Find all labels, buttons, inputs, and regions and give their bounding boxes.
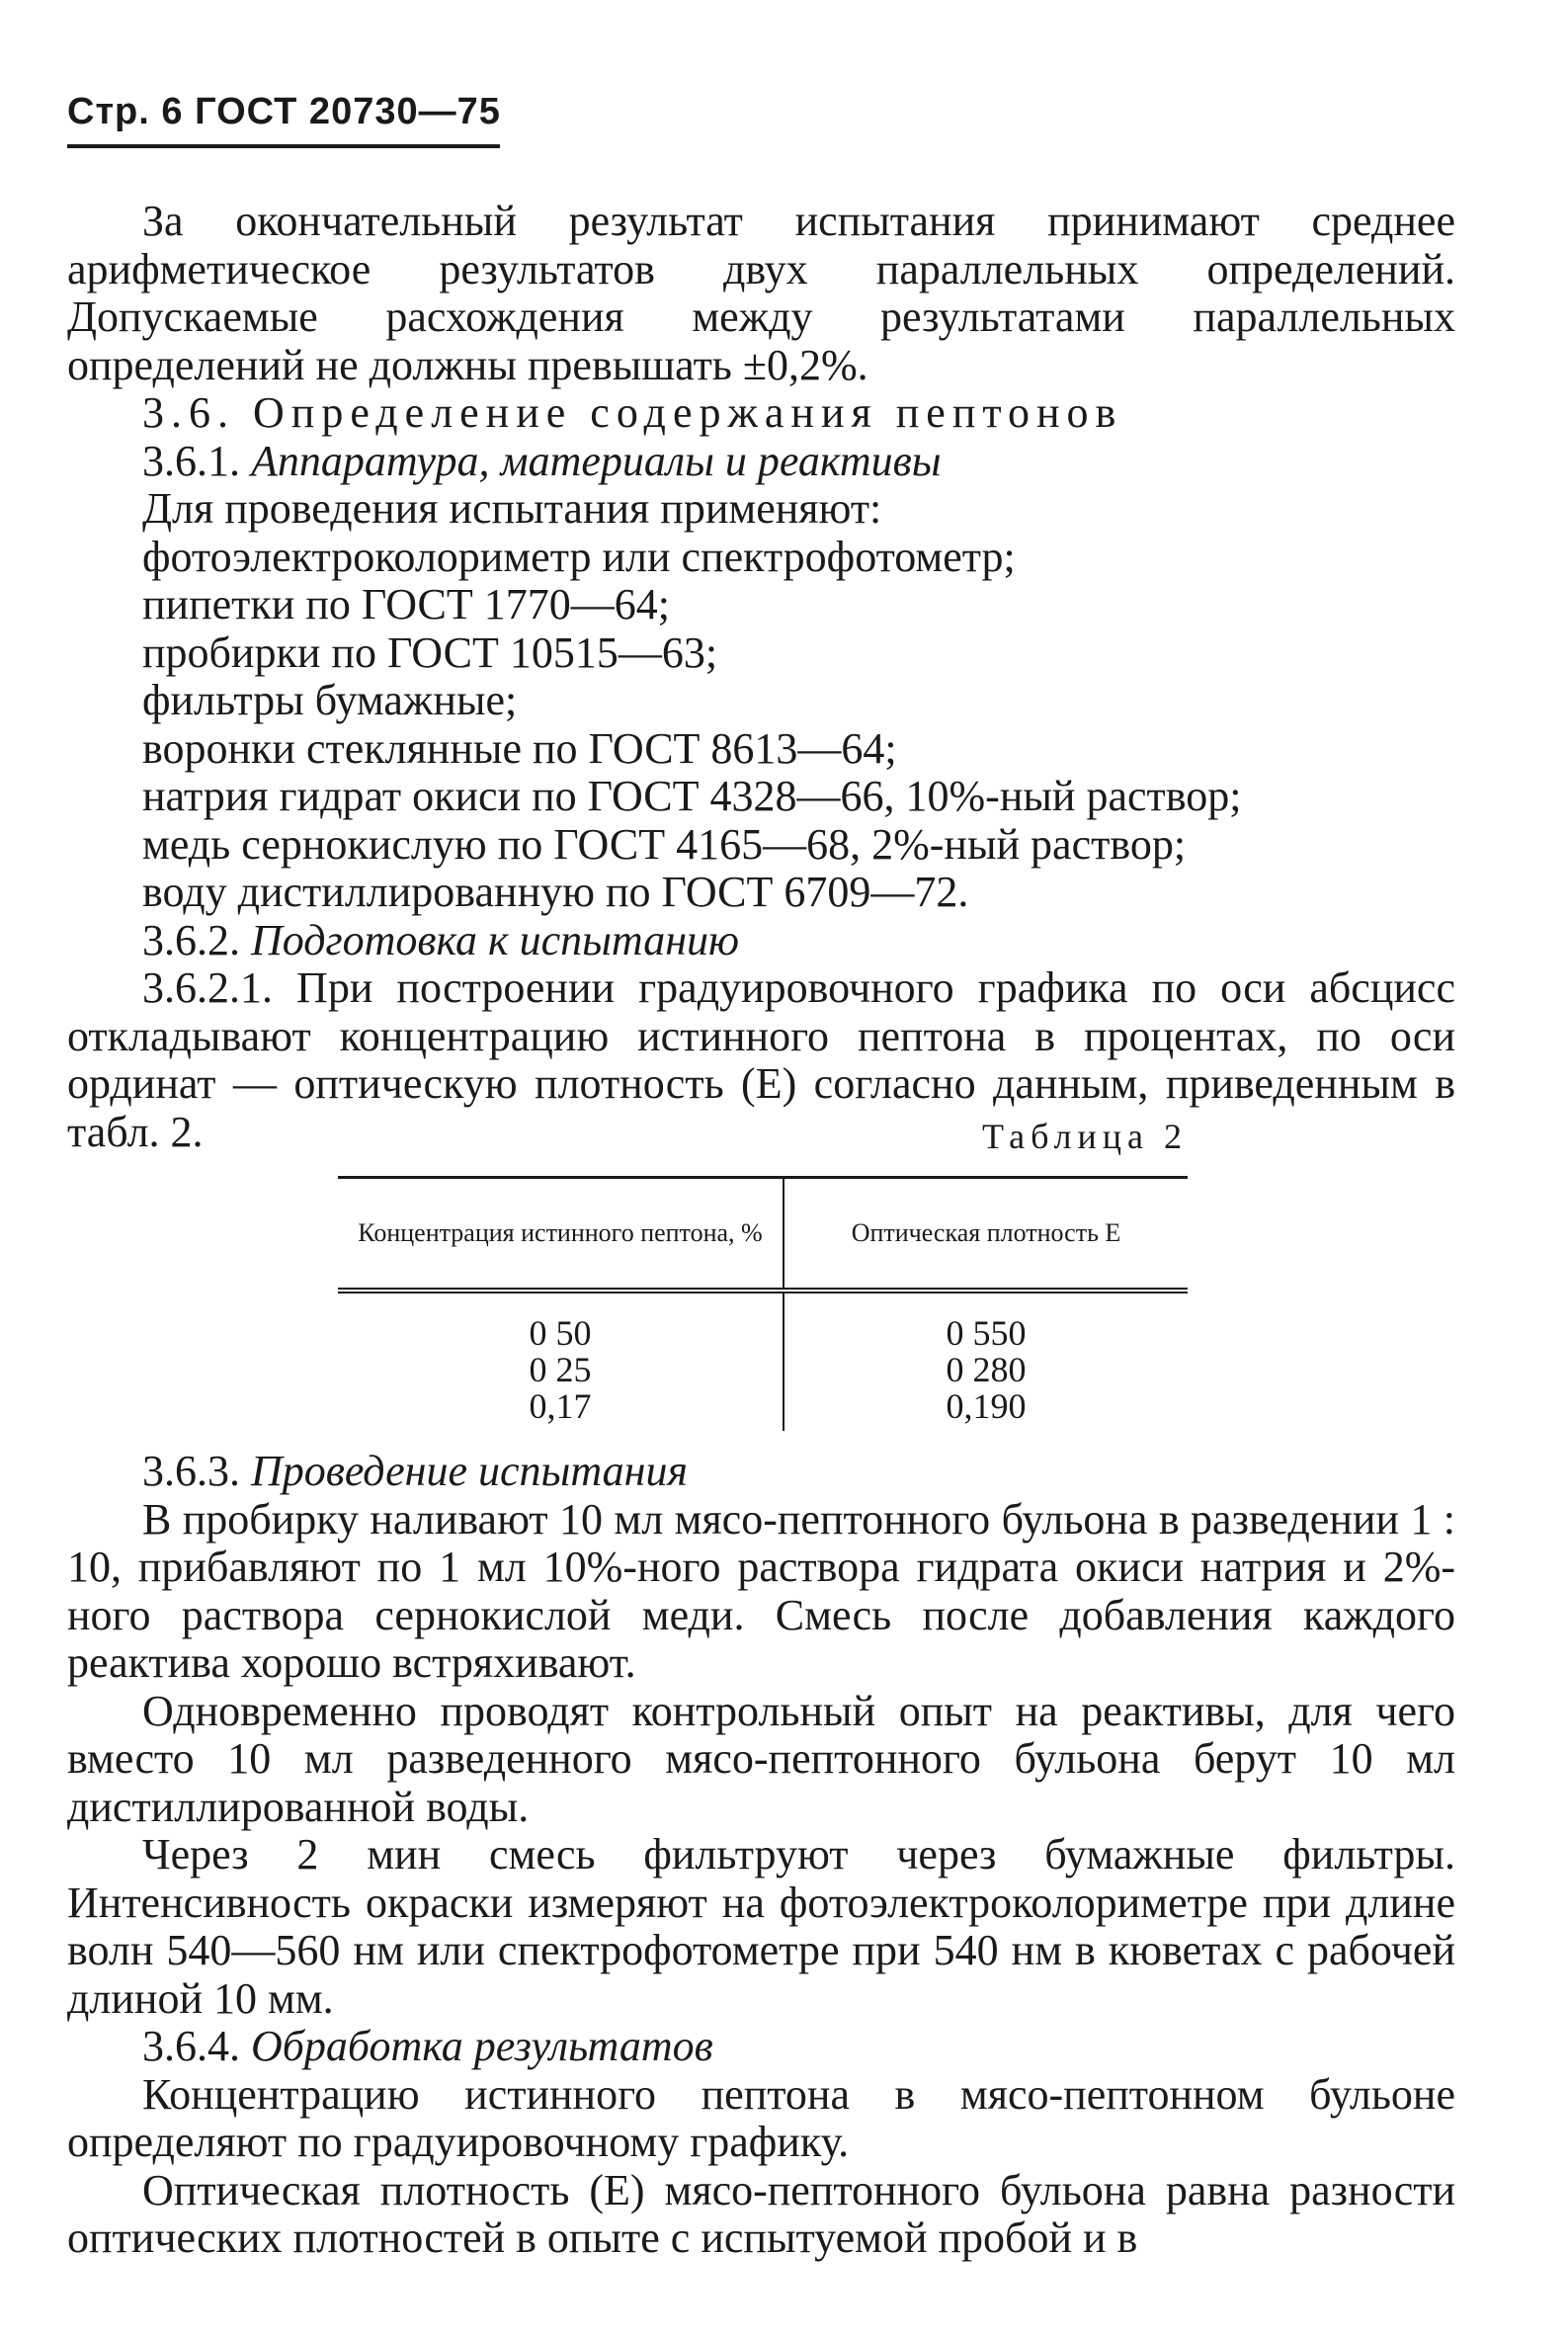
section-3-6-title: 3.6. Определение содержания пептонов xyxy=(142,388,1123,437)
section-3-6-1-lead: Для проведения испытания применяют: xyxy=(142,484,882,533)
table-2-grid xyxy=(338,1176,1188,1431)
paragraph-3-6-3-a: В пробирку наливают 10 мл мясо-пептонного бульона в разведении 1 : 10, прибавляют по 1 мл 10%-ного раствора гидрата окиси натрия и 2%-ного раствора сернокислой меди. Смесь после добавления каждого реактива хорошо встряхивают. xyxy=(67,1494,1455,1687)
header-rule xyxy=(67,144,500,148)
section-3-6-2-title: Подготовка к испытанию xyxy=(251,915,740,964)
table-row xyxy=(338,1388,1188,1431)
list-item: воду дистиллированную по ГОСТ 6709—72. xyxy=(142,868,969,916)
list-item: пробирки по ГОСТ 10515—63; xyxy=(142,627,718,677)
table-cell: 0 550 xyxy=(946,1313,1027,1353)
section-3-6-2-number: 3.6.2. xyxy=(142,915,240,964)
section-3-6-3-title: Проведение испытания xyxy=(251,1447,688,1495)
section-3-6-3-number: 3.6.3. xyxy=(142,1447,240,1495)
section-3-6-4-title: Обработка результатов xyxy=(251,2022,713,2070)
table-caption: Таблица 2 xyxy=(982,1117,1188,1156)
list-item: воронки стеклянные по ГОСТ 8613—64; xyxy=(142,723,897,773)
list-item: пипетки по ГОСТ 1770—64; xyxy=(142,580,670,628)
table-row xyxy=(338,1352,1188,1388)
list-item: фильтры бумажные; xyxy=(142,676,518,724)
paragraph-3-6-2-1: 3.6.2.1. При построении градуировочного графика по оси абсцисс откладывают концентрацию истинного пептона в процентах, по оси ординат — оптическую плотность (E) согласно данным, приведенным в табл. 2. xyxy=(67,963,1455,1156)
list-item: натрия гидрат окиси по ГОСТ 4328—66, 10%-ный раствор; xyxy=(142,772,1242,820)
paragraph-3-6-3-c: Через 2 мин смесь фильтруют через бумажные фильтры. Интенсивность окраски измеряют на фотоэлектроколориметре при длине волн 540—560 нм или спектрофотометре при 540 нм в кюветах с рабочей длиной 10 мм. xyxy=(67,1830,1455,2023)
section-3-6-4-number: 3.6.4. xyxy=(142,2022,240,2070)
document-body-top xyxy=(67,198,1455,1156)
section-3-6-1-title: Аппаратура, материалы и реактивы xyxy=(251,436,942,485)
paragraph-3-6-4-b: Оптическая плотность (E) мясо-пептонного бульона равна разности оптических плотностей в опыте с испытуемой пробой и в xyxy=(67,2165,1455,2262)
table-cell: 0 50 xyxy=(338,1291,784,1352)
section-3-6-3-heading xyxy=(67,1448,1455,1496)
intro-paragraph: За окончательный результат испытания принимают среднее арифметическое результатов двух параллельных определений. Допускаемые расхождения между результатами параллельных определений не должны превышать ±0,2%. xyxy=(67,197,1455,389)
table-header-row xyxy=(338,1178,1188,1292)
paragraph-3-6-4-a: Концентрацию истинного пептона в мясо-пептонном бульоне определяют по градуировочному графику. xyxy=(67,2069,1455,2166)
list-item: медь сернокислую по ГОСТ 4165—68, 2%-ный раствор; xyxy=(142,819,1187,869)
table-header-concentration: Концентрация истинного пептона, % xyxy=(338,1178,784,1292)
table-row xyxy=(338,1291,1188,1352)
document-body-bottom xyxy=(67,1448,1455,2263)
page-header: Стр. 6 ГОСТ 20730—75 xyxy=(67,91,501,132)
list-item: фотоэлектроколориметр или спектрофотометр; xyxy=(142,532,1016,581)
section-3-6-1-number: 3.6.1. xyxy=(142,436,240,485)
section-3-6-2-heading xyxy=(67,917,1455,965)
table-header-optical-density: Оптическая плотность E xyxy=(784,1178,1188,1292)
table-2 xyxy=(338,1117,1188,1431)
table-cell: 0 25 xyxy=(338,1352,784,1388)
section-3-6-4-heading xyxy=(67,2023,1455,2071)
table-cell: 0,17 xyxy=(338,1388,784,1431)
table-cell: 0 280 xyxy=(946,1350,1027,1389)
table-cell: 0,190 xyxy=(946,1386,1027,1426)
section-3-6-1-heading xyxy=(67,438,1455,486)
paragraph-3-6-3-b: Одновременно проводят контрольный опыт на реактивы, для чего вместо 10 мл разведенного мясо-пептонного бульона берут 10 мл дистиллированной воды. xyxy=(67,1686,1455,1831)
